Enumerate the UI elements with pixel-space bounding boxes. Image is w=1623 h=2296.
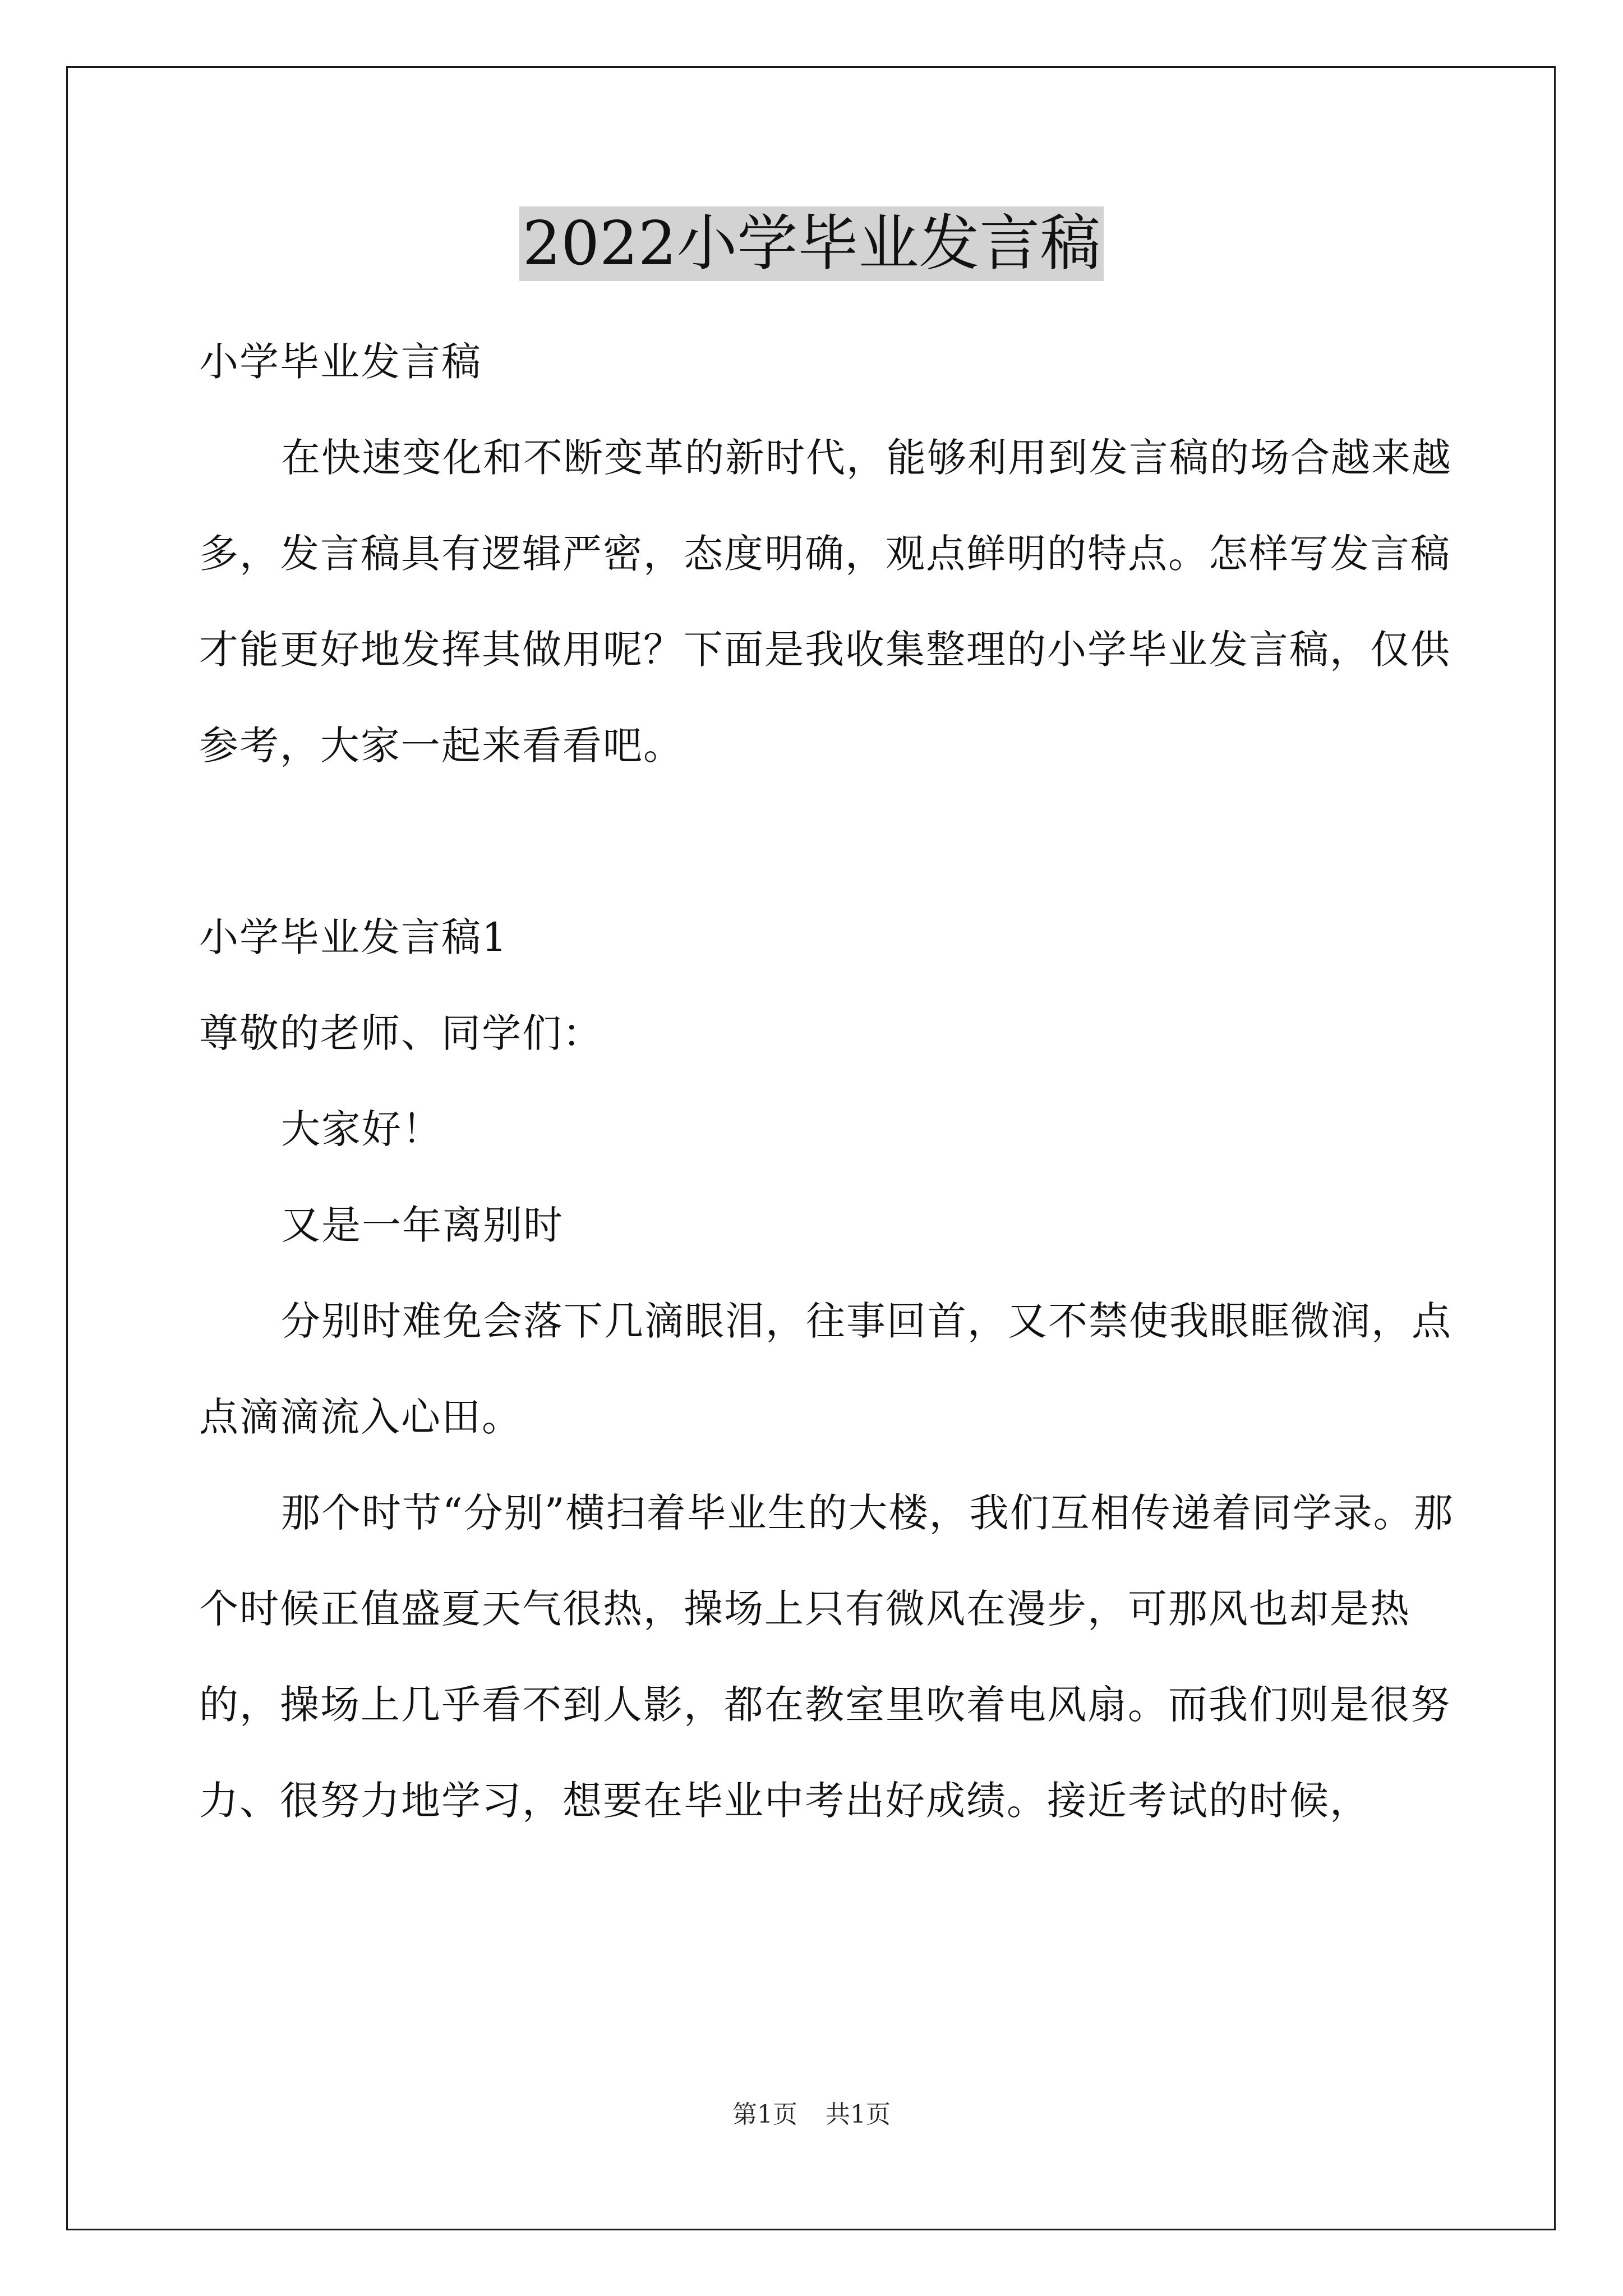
document-title [0,206,1623,281]
document-body [199,314,1464,1849]
page-total: 共1页 [826,2100,891,2129]
body-paragraph: 那个时节“分别”横扫着毕业生的大楼，我们互相传递着同学录。那个时候正值盛夏天气很热，操场上只有微风在漫步，可那风也却是热的，操场上几乎看不到人影，都在教室里吹着电风扇。而我们则是很努力、很努力地学习，想要在毕业中考出好成绩。接近考试的时候， [199,1490,1454,1824]
section-heading: 小学毕业发言稿1 [199,914,508,960]
body-paragraph: 分别时难免会落下几滴眼泪，往事回首，又不禁使我眼眶微润，点点滴滴流入心田。 [199,1298,1452,1440]
intro-paragraph: 在快速变化和不断变革的新时代，能够利用到发言稿的场合越来越多，发言稿具有逻辑严密，态度明确，观点鲜明的特点。怎样写发言稿才能更好地发挥其做用呢？下面是我收集整理的小学毕业发言稿，仅供参考，大家一起来看看吧。 [199,435,1452,769]
document-title-text: 2022小学毕业发言稿 [519,206,1104,281]
spacer [199,794,1464,890]
page-footer [0,2098,1623,2132]
page-number: 第1页 [732,2100,797,2129]
subtitle: 小学毕业发言稿 [199,339,482,385]
salutation: 尊敬的老师、同学们： [199,1010,603,1056]
greeting: 大家好！ [281,1106,442,1152]
body-paragraph: 又是一年离别时 [281,1202,564,1248]
